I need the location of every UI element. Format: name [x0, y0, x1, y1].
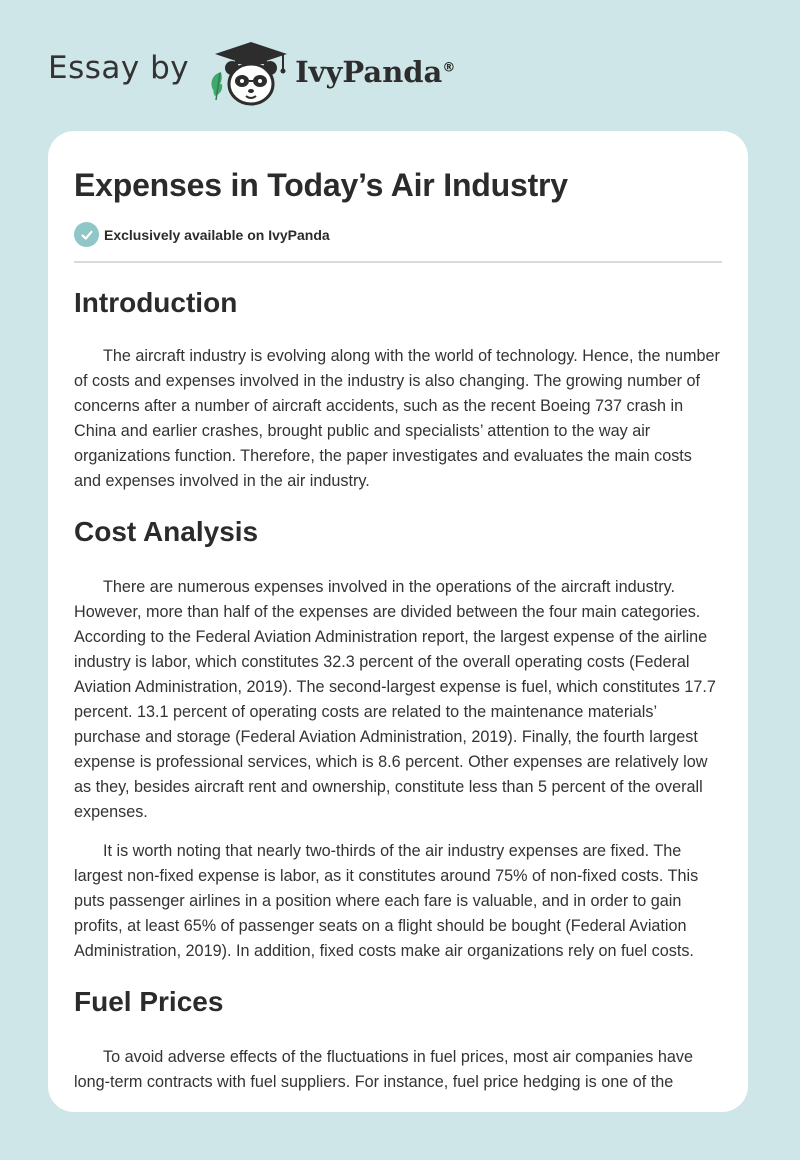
section-heading-introduction: Introduction	[74, 287, 238, 318]
page-title: Expenses in Today’s Air Industry	[74, 167, 568, 203]
badge-text: Exclusively available on IvyPanda	[104, 226, 330, 243]
brand-name: IvyPanda®	[295, 55, 456, 89]
check-icon	[74, 222, 99, 247]
title-divider	[74, 261, 722, 263]
section-heading-fuel-prices: Fuel Prices	[74, 986, 224, 1017]
section-heading-cost-analysis: Cost Analysis	[74, 516, 259, 547]
paragraph: It is worth noting that nearly two-thirds of the air industry expenses are fixed. The largest non-fixed expense is labor, as it constitutes around 75% of non-fixed costs. This puts passenger airlines in a position where each fare is valuable, and in order to gain profits, at least 65% of passenger seats on a flight should be bought (Federal Aviation Administration, 2019). In addition, fixed costs make air organizations rely on fuel costs.	[74, 842, 699, 960]
paragraph: The aircraft industry is evolving along with the world of technology. Hence, the number of costs and expenses involved in the industry is also changing. The growing number of concerns after a number of aircraft accidents, such as the recent Boeing 737 crash in China and earlier crashes, brought public and specialists’ attention to the way air organizations function. Therefore, the paper investigates and evaluates the main costs and expenses involved in the air industry.	[74, 347, 720, 490]
paragraph: There are numerous expenses involved in the operations of the aircraft industry. However, more than half of the expenses are divided between the four main categories. According to the Federal Aviation Administration report, the largest expense of the airline industry is labor, which constitutes 32.3 percent of the overall operating costs (Federal Aviation Administration, 2019). The second-largest expense is fuel, which constitutes 17.7 percent. 13.1 percent of operating costs are related to the maintenance materials’ purchase and storage (Federal Aviation Administration, 2019). Finally, the fourth largest expense is professional services, which is 8.6 percent. Other expenses are relatively low as they, besides aircraft rent and ownership, constitute less than 5 percent of the overall expenses.	[74, 578, 716, 821]
brand-logo[interactable]	[48, 34, 455, 114]
panda-graduate-icon	[203, 38, 293, 110]
brand-prefix: Essay by	[48, 50, 190, 86]
exclusive-badge	[74, 222, 722, 247]
article-card	[48, 131, 748, 1112]
paragraph: To avoid adverse effects of the fluctuations in fuel prices, most air companies have long-term contracts with fuel suppliers. For instance, fuel price hedging is one of the	[74, 1048, 693, 1091]
